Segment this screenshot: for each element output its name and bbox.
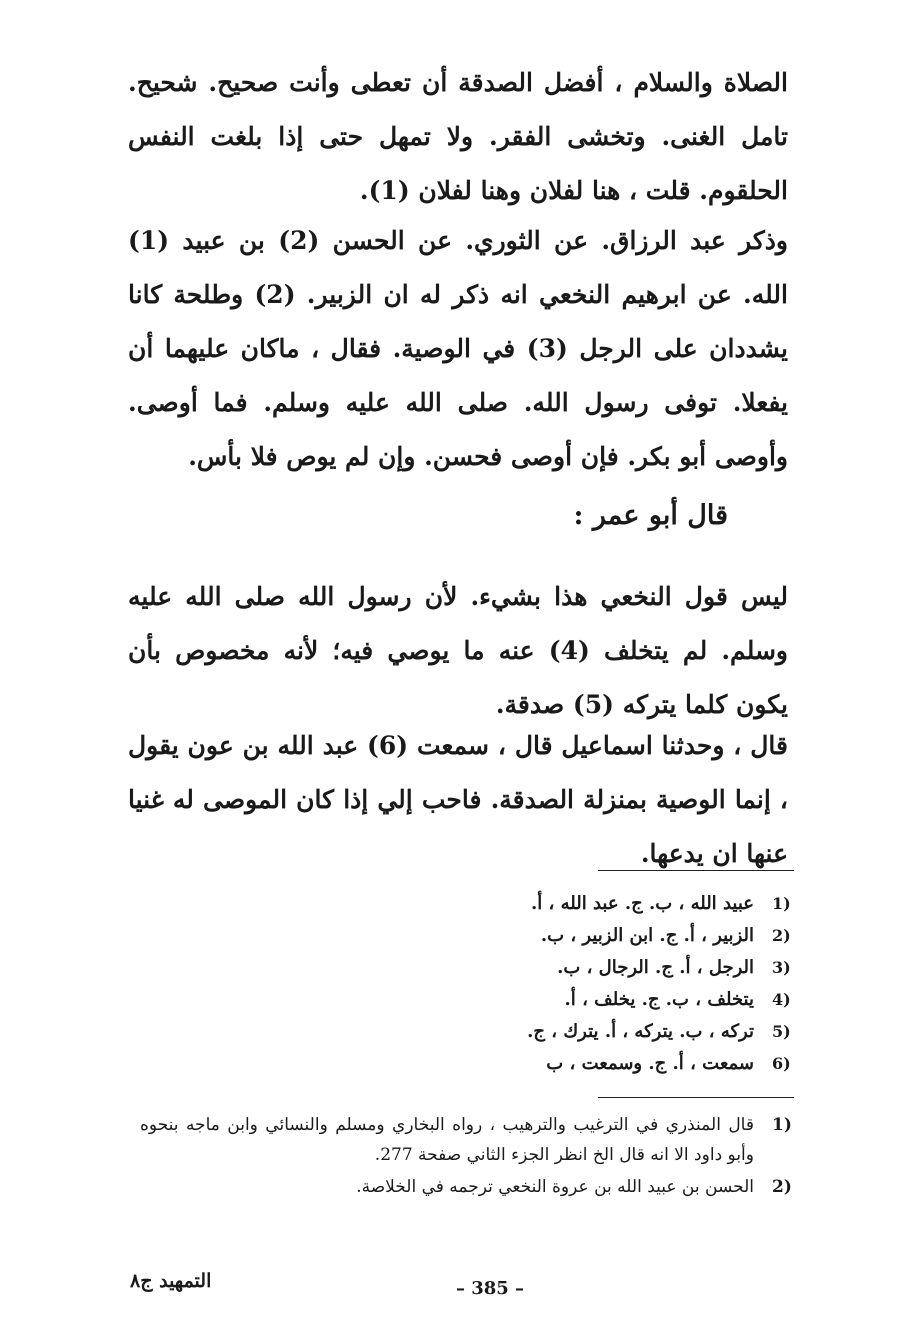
body-paragraph-2: وذكر عبد الرزاق. عن الثوري. عن الحسن (2) بن عبيد (1) الله. عن ابرهيم النخعي انه ذكر له ان الزبير. (2) وطلحة كانا يشددان على الرجل (3) في الوصية. فقال ، ماكان عليهما أن يفعلا. توفى رسول الله. صلى الله عليه وسلم. فما أوصى. وأوصى أبو بكر. فإن أوصى فحسن. وإن لم يوص فلا بأس. <box>128 226 789 471</box>
variant-number: 1) <box>772 894 791 913</box>
variant-item <box>430 952 800 984</box>
variant-text: الرجل ، أ. ج. الرجال ، ب. <box>557 957 754 978</box>
running-book-title: التمهيد ج٨ <box>130 1270 212 1292</box>
body-paragraph-4: قال ، وحدثنا اسماعيل قال ، سمعت (6) عبد الله بن عون يقول ، إنما الوصية بمنزلة الصدقة. فاحب إلي إذا كان الموصى له غنيا عنها ان يدعها. <box>128 731 788 868</box>
variant-number: 3) <box>772 958 791 977</box>
footnote-item <box>140 1172 800 1202</box>
variant-text: الزبير ، أ. ج. ابن الزبير ، ب. <box>540 925 754 946</box>
section-heading: قال أبو عمر : <box>573 500 728 531</box>
variant-text: سمعت ، أ. ج. وسمعت ، ب <box>546 1053 754 1074</box>
variant-text: تركه ، ب. يتركه ، أ. يترك ، ج. <box>527 1021 754 1042</box>
variant-number: 6) <box>772 1054 791 1073</box>
variant-item <box>430 920 800 952</box>
variant-number: 4) <box>772 990 791 1009</box>
variant-item <box>430 888 800 920</box>
variant-number: 5) <box>772 1022 791 1041</box>
footnote-text: الحسن بن عبيد الله بن عروة النخعي ترجمه في الخلاصة. <box>356 1177 754 1197</box>
variant-item <box>430 1016 800 1048</box>
variants-divider <box>598 870 794 871</box>
footnote-item <box>140 1110 800 1170</box>
body-paragraph-1: الصلاة والسلام ، أفضل الصدقة أن تعطى وأنت صحيح. شحيح. تامل الغنى. وتخشى الفقر. ولا تمهل حتى إذا بلغت النفس الحلقوم. قلت ، هنا لفلان وهنا لفلان (1). <box>128 68 788 205</box>
footnote-number: 2) <box>772 1177 792 1197</box>
footnote-number: 1) <box>772 1115 792 1135</box>
variant-text: يتخلف ، ب. ج. يخلف ، أ. <box>564 989 754 1010</box>
footnote-text: قال المنذري في الترغيب والترهيب ، رواه البخاري ومسلم والنسائي وابن ماجه بنحوه وأبو داود الا انه قال الخ انظر الجزء الثاني صفحة 277. <box>140 1115 754 1165</box>
variant-text: عبيد الله ، ب. ج. عبد الله ، أ. <box>531 893 754 914</box>
footnotes-divider <box>598 1097 794 1098</box>
page-number: – 385 – <box>455 1278 525 1299</box>
variant-number: 2) <box>772 926 791 945</box>
variant-item <box>430 1048 800 1080</box>
variant-item <box>430 984 800 1016</box>
footnotes-list <box>140 1110 800 1204</box>
manuscript-variants-list <box>430 888 800 1080</box>
body-paragraph-3: ليس قول النخعي هذا بشيء. لأن رسول الله صلى الله عليه وسلم. لم يتخلف (4) عنه ما يوصي فيه؛ لأنه مخصوص بأن يكون كلما يتركه (5) صدقة. <box>128 582 788 719</box>
